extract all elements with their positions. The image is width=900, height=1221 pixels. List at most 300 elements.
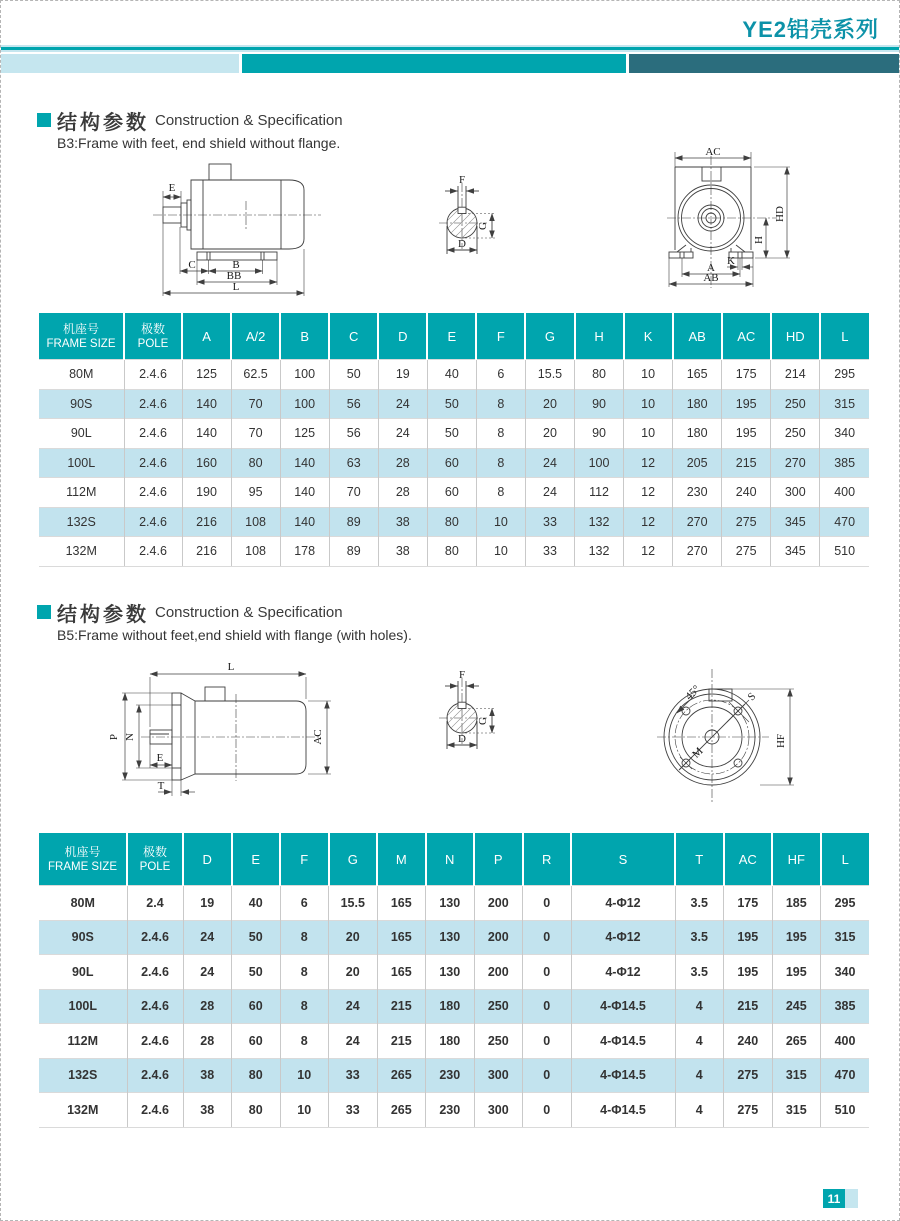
frame-size-header <box>39 833 127 886</box>
dim-value-cell: 265 <box>772 1024 821 1059</box>
dim-value-cell: 0 <box>523 955 572 990</box>
dim-value-cell: 510 <box>820 537 869 567</box>
dim-value-cell: 140 <box>182 389 231 419</box>
section-1-subtitle: B3:Frame with feet, end shield without flange. <box>57 135 341 151</box>
dim-value-cell: 8 <box>476 389 525 419</box>
dim-value-cell: 265 <box>377 1093 426 1128</box>
dim-value-cell: 8 <box>476 448 525 478</box>
dim-value-cell: 140 <box>280 448 329 478</box>
dim-value-cell: 230 <box>426 1093 475 1128</box>
dim-value-cell: 3.5 <box>675 955 724 990</box>
dim-header: T <box>675 833 724 886</box>
b3-front-view-drawing <box>639 144 819 294</box>
page-number-badge: 11 <box>823 1189 845 1208</box>
dim-value-cell: 185 <box>772 886 821 921</box>
dim-value-cell: 125 <box>182 360 231 390</box>
frame-size-cell: 132M <box>39 537 124 567</box>
dim-value-cell: 10 <box>624 389 673 419</box>
dim-value-cell: 8 <box>280 955 329 990</box>
dim-value-cell: 80 <box>427 537 476 567</box>
dim-value-cell: 15.5 <box>329 886 378 921</box>
b3-side-view-drawing <box>141 157 326 307</box>
header-rule-teal <box>1 47 900 50</box>
dim-value-cell: 4-Φ14.5 <box>571 989 675 1024</box>
frame-size-cell: 132S <box>39 507 124 537</box>
section-bullet-icon <box>37 605 51 619</box>
dim-value-cell: 63 <box>329 448 378 478</box>
dim-value-cell: 130 <box>426 920 475 955</box>
dim-value-cell: 215 <box>377 989 426 1024</box>
pole-cell: 2.4.6 <box>124 360 182 390</box>
dim-value-cell: 4 <box>675 989 724 1024</box>
dim-value-cell: 0 <box>523 886 572 921</box>
dim-label-n: N <box>124 733 136 741</box>
dim-value-cell: 60 <box>232 1024 281 1059</box>
dim-header: B <box>280 313 329 360</box>
frame-size-cell: 112M <box>39 1024 127 1059</box>
dim-value-cell: 60 <box>232 989 281 1024</box>
dim-value-cell: 40 <box>427 360 476 390</box>
dim-header: M <box>377 833 426 886</box>
dim-value-cell: 10 <box>280 1093 329 1128</box>
dim-value-cell: 19 <box>183 886 232 921</box>
dim-value-cell: 470 <box>821 1058 870 1093</box>
dim-value-cell: 33 <box>329 1058 378 1093</box>
table-row <box>39 955 869 990</box>
dim-value-cell: 38 <box>183 1093 232 1128</box>
table-row <box>39 1024 869 1059</box>
dim-value-cell: 80 <box>575 360 624 390</box>
dim-value-cell: 90 <box>575 419 624 449</box>
dim-value-cell: 165 <box>377 920 426 955</box>
dim-value-cell: 70 <box>231 419 280 449</box>
dim-value-cell: 275 <box>724 1058 773 1093</box>
dim-value-cell: 80 <box>427 507 476 537</box>
dim-value-cell: 345 <box>771 537 820 567</box>
dim-value-cell: 340 <box>820 419 869 449</box>
dim-value-cell: 140 <box>280 478 329 508</box>
pole-cell: 2.4.6 <box>127 920 183 955</box>
dim-value-cell: 90 <box>575 389 624 419</box>
dim-header: E <box>232 833 281 886</box>
dim-label-c: C <box>188 259 196 271</box>
dim-value-cell: 4-Φ14.5 <box>571 1093 675 1128</box>
dim-value-cell: 140 <box>280 507 329 537</box>
dim-label-d: D <box>458 733 466 745</box>
dim-value-cell: 265 <box>377 1058 426 1093</box>
dim-value-cell: 300 <box>474 1093 523 1128</box>
dim-value-cell: 250 <box>474 1024 523 1059</box>
dim-value-cell: 6 <box>280 886 329 921</box>
b5-spec-table <box>39 833 869 1128</box>
dim-label-l: L <box>227 661 235 673</box>
dim-value-cell: 340 <box>821 955 870 990</box>
dim-value-cell: 62.5 <box>231 360 280 390</box>
section-title-en: Construction & Specification <box>155 603 343 621</box>
dim-label-ac: AC <box>705 146 721 158</box>
dim-value-cell: 80 <box>231 448 280 478</box>
dim-value-cell: 195 <box>724 920 773 955</box>
frame-size-header-en: FRAME SIZE <box>46 337 116 350</box>
dim-value-cell: 28 <box>378 448 427 478</box>
dim-value-cell: 24 <box>378 389 427 419</box>
frame-size-cell: 112M <box>39 478 124 508</box>
dim-value-cell: 12 <box>624 478 673 508</box>
dim-label-p: P <box>108 733 120 741</box>
dim-value-cell: 15.5 <box>525 360 574 390</box>
dim-header: D <box>183 833 232 886</box>
dim-header: H <box>575 313 624 360</box>
dim-value-cell: 140 <box>182 419 231 449</box>
pole-cell: 2.4.6 <box>124 507 182 537</box>
dim-value-cell: 295 <box>820 360 869 390</box>
dim-label-f: F <box>458 174 466 186</box>
table-row <box>39 478 869 508</box>
dim-value-cell: 315 <box>772 1058 821 1093</box>
dim-value-cell: 50 <box>427 389 476 419</box>
dim-label-f: F <box>458 669 466 681</box>
dim-value-cell: 200 <box>474 955 523 990</box>
pole-header-cn: 极数 <box>142 844 167 859</box>
dim-value-cell: 8 <box>280 1024 329 1059</box>
dim-value-cell: 4-Φ14.5 <box>571 1024 675 1059</box>
dim-value-cell: 190 <box>182 478 231 508</box>
dim-header: AB <box>673 313 722 360</box>
dim-header: AC <box>722 313 771 360</box>
pole-cell: 2.4.6 <box>124 478 182 508</box>
dim-header: K <box>624 313 673 360</box>
angle-label-45: 45° <box>683 683 703 703</box>
dim-value-cell: 178 <box>280 537 329 567</box>
dim-label-e: E <box>168 182 176 194</box>
dim-value-cell: 20 <box>329 920 378 955</box>
pole-cell: 2.4.6 <box>124 537 182 567</box>
section-bullet-icon <box>37 113 51 127</box>
dim-label-e: E <box>156 752 164 764</box>
dim-value-cell: 28 <box>378 478 427 508</box>
dim-value-cell: 33 <box>525 537 574 567</box>
dim-value-cell: 0 <box>523 1058 572 1093</box>
table-row <box>39 920 869 955</box>
dim-value-cell: 315 <box>821 920 870 955</box>
dim-value-cell: 10 <box>624 419 673 449</box>
dim-value-cell: 12 <box>624 537 673 567</box>
dim-value-cell: 4-Φ12 <box>571 955 675 990</box>
dim-label-d: D <box>458 238 466 250</box>
dim-value-cell: 50 <box>232 920 281 955</box>
dim-value-cell: 215 <box>377 1024 426 1059</box>
frame-size-header-cn: 机座号 <box>64 844 101 859</box>
dim-header: P <box>474 833 523 886</box>
table-row <box>39 448 869 478</box>
dim-header: L <box>820 313 869 360</box>
dim-value-cell: 8 <box>476 478 525 508</box>
dim-value-cell: 100 <box>280 389 329 419</box>
dim-value-cell: 4-Φ12 <box>571 886 675 921</box>
dim-value-cell: 385 <box>820 448 869 478</box>
dim-value-cell: 112 <box>575 478 624 508</box>
dim-value-cell: 214 <box>771 360 820 390</box>
dim-value-cell: 195 <box>772 920 821 955</box>
dim-value-cell: 180 <box>426 1024 475 1059</box>
frame-size-cell: 90S <box>39 920 127 955</box>
dim-value-cell: 315 <box>772 1093 821 1128</box>
dim-value-cell: 24 <box>183 920 232 955</box>
dim-value-cell: 0 <box>523 1024 572 1059</box>
dim-value-cell: 275 <box>724 1093 773 1128</box>
dim-value-cell: 50 <box>329 360 378 390</box>
section-title-cn: 结构参数 <box>57 603 149 626</box>
page-number-accent <box>845 1189 858 1208</box>
dim-header: D <box>378 313 427 360</box>
pole-cell: 2.4.6 <box>124 419 182 449</box>
dim-header: G <box>329 833 378 886</box>
dim-value-cell: 510 <box>821 1093 870 1128</box>
dim-label-hd: HD <box>774 206 786 222</box>
dim-value-cell: 270 <box>771 448 820 478</box>
dim-value-cell: 300 <box>474 1058 523 1093</box>
dim-value-cell: 28 <box>183 1024 232 1059</box>
dim-value-cell: 300 <box>771 478 820 508</box>
dim-value-cell: 108 <box>231 537 280 567</box>
dim-value-cell: 24 <box>525 448 574 478</box>
dim-value-cell: 195 <box>724 955 773 990</box>
dim-value-cell: 132 <box>575 537 624 567</box>
dim-value-cell: 130 <box>426 886 475 921</box>
dim-value-cell: 205 <box>673 448 722 478</box>
dim-value-cell: 80 <box>232 1093 281 1128</box>
dim-value-cell: 230 <box>673 478 722 508</box>
header-bar-dark <box>629 54 900 73</box>
frame-size-cell: 132S <box>39 1058 127 1093</box>
dim-header: HF <box>772 833 821 886</box>
dim-label-ab: AB <box>703 272 719 284</box>
dim-value-cell: 24 <box>329 1024 378 1059</box>
dim-value-cell: 180 <box>426 989 475 1024</box>
b5-shaft-section-drawing <box>429 664 559 774</box>
dim-value-cell: 3.5 <box>675 920 724 955</box>
frame-size-cell: 80M <box>39 886 127 921</box>
frame-size-cell: 90S <box>39 389 124 419</box>
dim-header: F <box>476 313 525 360</box>
dim-value-cell: 0 <box>523 920 572 955</box>
pole-cell: 2.4.6 <box>124 389 182 419</box>
frame-size-cell: 90L <box>39 955 127 990</box>
dim-value-cell: 20 <box>525 419 574 449</box>
dim-value-cell: 195 <box>722 389 771 419</box>
pole-header <box>127 833 183 886</box>
section-2-subtitle: B5:Frame without feet,end shield with flange (with holes). <box>57 627 412 643</box>
dim-label-b: B <box>232 259 240 271</box>
table-row <box>39 360 869 390</box>
dim-value-cell: 245 <box>772 989 821 1024</box>
dim-value-cell: 4-Φ14.5 <box>571 1058 675 1093</box>
dim-value-cell: 4 <box>675 1058 724 1093</box>
pole-header-cn: 极数 <box>140 321 165 336</box>
dim-value-cell: 175 <box>724 886 773 921</box>
dim-header: S <box>571 833 675 886</box>
dim-header: N <box>426 833 475 886</box>
frame-size-cell: 132M <box>39 1093 127 1128</box>
pole-header-en: POLE <box>137 337 169 350</box>
dim-header: G <box>525 313 574 360</box>
dim-value-cell: 80 <box>232 1058 281 1093</box>
pole-header-en: POLE <box>139 860 171 873</box>
dim-value-cell: 345 <box>771 507 820 537</box>
pole-header <box>124 313 182 360</box>
dim-label-hf: HF <box>775 733 787 749</box>
dim-value-cell: 19 <box>378 360 427 390</box>
dim-value-cell: 10 <box>280 1058 329 1093</box>
dim-header: A/2 <box>231 313 280 360</box>
dim-header: R <box>523 833 572 886</box>
table-row <box>39 507 869 537</box>
dim-label-ac: AC <box>312 729 324 745</box>
frame-size-header <box>39 313 124 360</box>
dim-value-cell: 215 <box>722 448 771 478</box>
table-row <box>39 419 869 449</box>
dim-value-cell: 160 <box>182 448 231 478</box>
dim-label-m: M <box>690 745 706 761</box>
dim-value-cell: 275 <box>722 537 771 567</box>
dim-value-cell: 12 <box>624 448 673 478</box>
dim-header: HD <box>771 313 820 360</box>
dim-value-cell: 195 <box>772 955 821 990</box>
dim-value-cell: 24 <box>378 419 427 449</box>
dim-value-cell: 33 <box>329 1093 378 1128</box>
pole-cell: 2.4.6 <box>127 1058 183 1093</box>
dim-value-cell: 24 <box>183 955 232 990</box>
dim-value-cell: 89 <box>329 537 378 567</box>
pole-cell: 2.4.6 <box>124 448 182 478</box>
dim-label-a: A <box>707 262 715 274</box>
dim-value-cell: 33 <box>525 507 574 537</box>
section-2-heading <box>37 600 343 624</box>
dim-value-cell: 50 <box>427 419 476 449</box>
dim-label-s: S <box>745 690 759 704</box>
dim-value-cell: 385 <box>821 989 870 1024</box>
section-1-heading <box>37 108 343 132</box>
dim-value-cell: 216 <box>182 537 231 567</box>
dim-value-cell: 230 <box>426 1058 475 1093</box>
b3-shaft-section-drawing <box>429 169 559 279</box>
dim-label-g: G <box>477 222 489 230</box>
dim-value-cell: 4 <box>675 1093 724 1128</box>
frame-size-header-en: FRAME SIZE <box>47 860 117 873</box>
b3-spec-table <box>39 313 869 567</box>
section-title-en: Construction & Specification <box>155 111 343 129</box>
dim-value-cell: 10 <box>476 537 525 567</box>
dim-value-cell: 60 <box>427 478 476 508</box>
dim-value-cell: 70 <box>231 389 280 419</box>
b5-side-view-drawing <box>101 649 361 809</box>
table-row <box>39 1058 869 1093</box>
dim-value-cell: 70 <box>329 478 378 508</box>
dim-header: E <box>427 313 476 360</box>
dim-header: C <box>329 313 378 360</box>
dim-value-cell: 132 <box>575 507 624 537</box>
dim-value-cell: 4 <box>675 1024 724 1059</box>
dim-value-cell: 24 <box>329 989 378 1024</box>
dim-value-cell: 250 <box>474 989 523 1024</box>
dim-value-cell: 125 <box>280 419 329 449</box>
dim-value-cell: 165 <box>673 360 722 390</box>
dim-value-cell: 0 <box>523 989 572 1024</box>
dim-value-cell: 470 <box>820 507 869 537</box>
dim-value-cell: 175 <box>722 360 771 390</box>
dim-value-cell: 215 <box>724 989 773 1024</box>
dim-label-k: K <box>727 255 735 267</box>
dim-label-g: G <box>477 717 489 725</box>
dim-value-cell: 275 <box>722 507 771 537</box>
dim-value-cell: 400 <box>821 1024 870 1059</box>
dim-value-cell: 95 <box>231 478 280 508</box>
dim-value-cell: 315 <box>820 389 869 419</box>
table-header-row <box>39 313 869 360</box>
dim-value-cell: 200 <box>474 886 523 921</box>
dim-value-cell: 295 <box>821 886 870 921</box>
table-row <box>39 989 869 1024</box>
dim-value-cell: 240 <box>724 1024 773 1059</box>
section-title-cn: 结构参数 <box>57 111 149 134</box>
table-row <box>39 537 869 567</box>
dim-value-cell: 38 <box>183 1058 232 1093</box>
dim-value-cell: 100 <box>280 360 329 390</box>
dim-value-cell: 20 <box>525 389 574 419</box>
dim-header: AC <box>724 833 773 886</box>
pole-cell: 2.4.6 <box>127 989 183 1024</box>
dim-label-t: T <box>157 780 165 792</box>
dim-value-cell: 50 <box>232 955 281 990</box>
frame-size-cell: 100L <box>39 448 124 478</box>
dim-value-cell: 89 <box>329 507 378 537</box>
pole-cell: 2.4.6 <box>127 955 183 990</box>
dim-header: A <box>182 313 231 360</box>
dim-value-cell: 200 <box>474 920 523 955</box>
dim-value-cell: 216 <box>182 507 231 537</box>
dim-value-cell: 60 <box>427 448 476 478</box>
dim-value-cell: 165 <box>377 955 426 990</box>
dim-value-cell: 40 <box>232 886 281 921</box>
dim-value-cell: 108 <box>231 507 280 537</box>
dim-value-cell: 56 <box>329 419 378 449</box>
dim-value-cell: 4-Φ12 <box>571 920 675 955</box>
table-header-row <box>39 833 869 886</box>
frame-size-header-cn: 机座号 <box>62 321 99 336</box>
pole-cell: 2.4.6 <box>127 1093 183 1128</box>
table-row <box>39 886 869 921</box>
dim-value-cell: 10 <box>476 507 525 537</box>
frame-size-cell: 100L <box>39 989 127 1024</box>
table-row <box>39 1093 869 1128</box>
pole-cell: 2.4.6 <box>127 1024 183 1059</box>
dim-value-cell: 8 <box>476 419 525 449</box>
table-row <box>39 389 869 419</box>
dim-value-cell: 240 <box>722 478 771 508</box>
dim-value-cell: 130 <box>426 955 475 990</box>
header-bar-teal <box>242 54 626 73</box>
dim-value-cell: 3.5 <box>675 886 724 921</box>
b5-flange-view-drawing <box>657 665 827 805</box>
dim-value-cell: 56 <box>329 389 378 419</box>
frame-size-cell: 80M <box>39 360 124 390</box>
dim-value-cell: 165 <box>377 886 426 921</box>
dim-value-cell: 195 <box>722 419 771 449</box>
dim-label-bb: BB <box>226 270 242 282</box>
dim-value-cell: 250 <box>771 389 820 419</box>
dim-value-cell: 20 <box>329 955 378 990</box>
dim-header: F <box>280 833 329 886</box>
